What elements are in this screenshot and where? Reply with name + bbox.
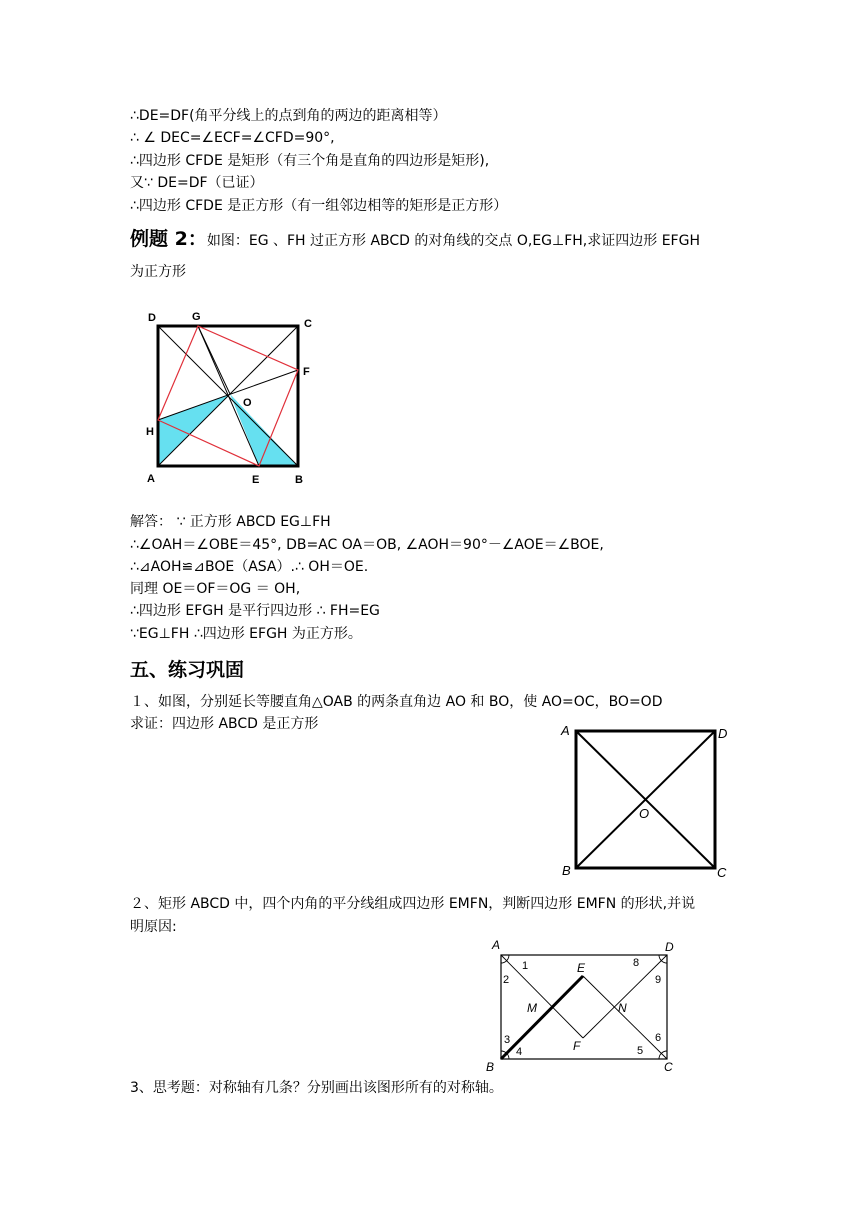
label-h: H bbox=[146, 426, 154, 438]
q2-line1: ２、矩形 ABCD 中，四个内角的平分线组成四边形 EMFN，判断四边形 EMFN 的形状,并说 bbox=[130, 896, 696, 912]
label-a-2: A bbox=[561, 723, 570, 738]
bisector-a bbox=[501, 955, 583, 1038]
solution-line5: ∴四边形 EFGH 是平行四边形 ∴ FH=EG bbox=[130, 603, 380, 619]
angle-label-5: 5 bbox=[637, 1045, 644, 1057]
solution-line1: 解答： ∵ 正方形 ABCD EG⊥FH bbox=[130, 514, 331, 530]
example2-statement bbox=[130, 229, 700, 251]
angle-label-9: 9 bbox=[655, 974, 662, 986]
figure-rectangle-emfn bbox=[480, 935, 685, 1075]
proof1-line5: ∴四边形 CFDE 是正方形（有一组邻边相等的矩形是正方形） bbox=[130, 198, 508, 214]
solution-line2: ∴∠OAH＝∠OBE＝45°, DB=AC OA＝OB, ∠AOH＝90°－∠AOE＝∠BOE, bbox=[130, 537, 604, 553]
example2-text-line2: 为正方形 bbox=[130, 264, 186, 280]
label-c: C bbox=[304, 318, 312, 330]
label-f-3: F bbox=[573, 1039, 581, 1053]
q2-line2: 明原因: bbox=[130, 919, 177, 935]
label-m-3: M bbox=[527, 1001, 537, 1015]
section5-heading: 五、练习巩固 bbox=[130, 659, 245, 681]
proof1-line1: ∴DE=DF(角平分线上的点到角的两边的距离相等） bbox=[130, 108, 447, 124]
label-f: F bbox=[303, 366, 310, 378]
proof1-line2: ∴ ∠ DEC=∠ECF=∠CFD=90°, bbox=[130, 130, 335, 146]
label-o: O bbox=[243, 397, 252, 409]
label-c-3: C bbox=[664, 1060, 673, 1074]
label-d: D bbox=[148, 312, 156, 324]
label-g: G bbox=[192, 311, 201, 323]
label-b-3: B bbox=[486, 1060, 495, 1074]
figure-square-efgh bbox=[140, 305, 330, 490]
q1-line1: １、如图，分别延长等腰直角△OAB 的两条直角边 AO 和 BO，使 AO=OC，BO=OD bbox=[130, 694, 663, 710]
example2-title: 例题 2： bbox=[130, 228, 207, 250]
q3-line: 3、思考题：对称轴有几条？分别画出该图形所有的对称轴。 bbox=[130, 1080, 503, 1096]
angle-label-2: 2 bbox=[503, 974, 510, 986]
line-ge bbox=[198, 326, 259, 466]
figure-square-abcd-diagonals bbox=[555, 720, 740, 880]
angle-label-1: 1 bbox=[522, 960, 529, 972]
line-hf bbox=[158, 370, 298, 420]
proof1-line4: 又∵ DE=DF（已证） bbox=[130, 175, 264, 191]
angle-label-8: 8 bbox=[633, 957, 640, 969]
label-d-2: D bbox=[718, 726, 728, 741]
label-n-3: N bbox=[618, 1001, 627, 1015]
line-go bbox=[198, 326, 230, 394]
label-d-3: D bbox=[665, 940, 674, 954]
solution-line4: 同理 OE＝OF＝OG ＝ OH, bbox=[130, 581, 301, 597]
solution-line3: ∴⊿AOH≌⊿BOE（ASA）.∴ OH＝OE. bbox=[130, 559, 369, 575]
label-a-3: A bbox=[492, 938, 501, 952]
label-o-2: O bbox=[639, 806, 650, 821]
label-e: E bbox=[252, 474, 260, 486]
angle-label-3: 3 bbox=[504, 1034, 511, 1046]
angle-label-6: 6 bbox=[655, 1032, 662, 1044]
label-b-2: B bbox=[562, 863, 571, 878]
label-b: B bbox=[295, 474, 303, 486]
angle-label-4: 4 bbox=[516, 1046, 523, 1058]
proof1-line3: ∴四边形 CFDE 是矩形（有三个角是直角的四边形是矩形), bbox=[130, 153, 490, 169]
example2-text-line1: 如图：EG 、FH 过正方形 ABCD 的对角线的交点 O,EG⊥FH,求证四边形 EFGH bbox=[206, 233, 700, 249]
q1-line2: 求证：四边形 ABCD 是正方形 bbox=[130, 716, 319, 732]
bisector-c bbox=[583, 976, 667, 1059]
label-a: A bbox=[147, 473, 155, 485]
solution-line6: ∵EG⊥FH ∴四边形 EFGH 为正方形。 bbox=[130, 626, 362, 642]
label-c-2: C bbox=[717, 865, 727, 880]
bisector-b-bold bbox=[501, 976, 583, 1059]
bisector-d bbox=[583, 955, 667, 1038]
label-e-3: E bbox=[577, 961, 586, 975]
